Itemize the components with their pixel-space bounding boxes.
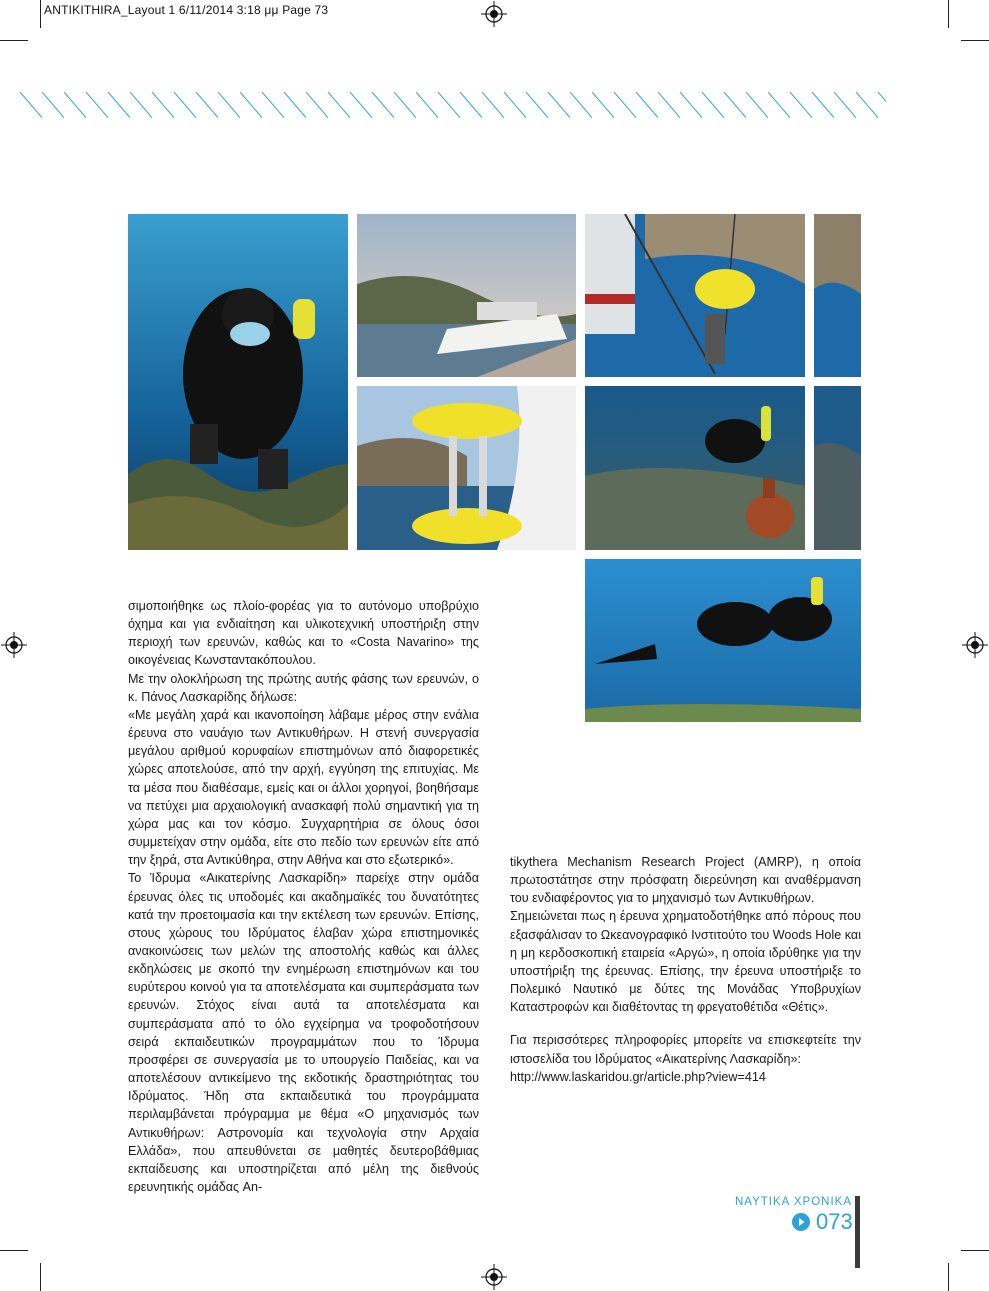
crop-mark: [948, 0, 949, 28]
registration-mark-icon: [962, 632, 988, 658]
registration-mark-icon: [481, 1264, 507, 1290]
seabed-edge-photo: [814, 386, 861, 550]
page-number: 073: [816, 1209, 853, 1234]
footer-bar: [855, 1196, 860, 1268]
paragraph: Το Ίδρυμα «Αικατερίνης Λασκαρίδη» παρείχε στην ομάδα έρευνας όλες τις υποδομές και ακαδημαϊκές του δυνατότητες κατά την προετοιμασία και την εκτέλεση των ερευνών. Επίσης, στους χώρους του Ιδρύματος έλαβαν χώρα επιστημονικές ανακοινώσεις των μελών της αποστολής καθώς και άλλες εκδηλώσεις με σκοπό την ενημέρωση επιστημόνων και του ευρύτερου κοινού για τα αποτελέσματα και συμπεράσματα των ερευνών. Στόχος είναι αυτά τα αποτελέσματα και συμπεράσματα από το όλο εγχείρημα να τροφοδοτήσουν σειρά εκπαιδευτικών προγραμμάτων που το Ίδρυμα προσφέρει σε συνεργασία με το υπουργείο Παιδείας, και να αποτελέσουν αντικείμενο της εκδοτικής δραστηριότητας του Ιδρύματος. Ήδη στα εκπαιδευτικά του προγράμματα περιλαμβάνεται πρόγραμμα με θέμα «Ο μηχανισμός των Αντικυθήρων: Αστρονομία και τεχνολογία στην Αρχαία Ελλάδα», που απευθύνεται σε μαθητές δευτεροβάθμιας εκπαίδευσης και υποστηρίζεται από μέλη της διεθνούς ερευνητικής ομάδας An-: [128, 871, 479, 1194]
decorative-stripes: [20, 92, 886, 162]
paragraph: Σημειώνεται πως η έρευνα χρηματοδοτήθηκε από πόρους που εξασφάλισαν το Ωκεανογραφικό Ινστιτούτο του Woods Hole και η μη κερδοσκοπική εταιρεία «Αργώ», η οποία ιδρύθηκε για την υποστήριξη της έρευνας. Επίσης, την έρευνα υποστήριξε το Πολεμικό Ναυτικό με δύτες της Μονάδας Υποβρυχίων Καταστροφών και διαθέτοντας τη φρεγατοθέτιδα «Θέτις».: [510, 909, 861, 1015]
crop-mark: [0, 40, 28, 41]
crop-mark: [961, 40, 989, 41]
paragraph: Για περισσότερες πληροφορίες μπορείτε να επισκεφτείτε την ιστοσελίδα του Ιδρύματος «Αικατερίνης Λασκαρίδη»:: [510, 1033, 861, 1066]
paragraph: σιμοποιήθηκε ως πλοίο-φορέας για το αυτόνομο υποβρύχιο όχημα και για ενδιαίτηση και υλικοτεχνική υποστήριξη στην περιοχή των ερευνών, καθώς και το «Costa Navarino» της οικογένειας Κωνσταντακόπουλου.: [128, 599, 479, 668]
crop-mark: [948, 1263, 949, 1291]
crop-mark: [40, 1263, 41, 1291]
paragraph: Με την ολοκλήρωση της πρώτης αυτής φάσης των ερευνών, ο κ. Πάνος Λασκαρίδης δήλωσε:: [128, 671, 479, 704]
website-link[interactable]: http://www.laskaridou.gr/article.php?view=414: [510, 1069, 766, 1084]
cliff-edge-photo: [814, 214, 861, 377]
registration-mark-icon: [1, 632, 27, 658]
diver-amphora-photo: [585, 386, 805, 550]
article-left-column: [128, 597, 479, 1196]
yacht-harbor-photo: [357, 214, 576, 377]
play-arrow-icon: [792, 1213, 810, 1231]
two-divers-photo: [585, 559, 861, 722]
crop-mark: [961, 1250, 989, 1251]
paragraph: tikythera Mechanism Research Project (AMRP), η οποία πρωτοστάτησε στην πρόσφατη διερεύνηση και αναθέρμανση του ενδιαφέροντος για το μηχανισμό των Αντικυθήρων.: [510, 855, 861, 906]
crop-mark: [0, 1250, 28, 1251]
article-right-column: [510, 853, 861, 1086]
page-number-block: [792, 1210, 853, 1234]
quote-paragraph: «Με μεγάλη χαρά και ικανοποίηση λάβαμε μέρος στην ενάλια έρευνα στο ναυάγιο των Αντικυθήρων. Η στενή συνεργασία μεγάλου αριθμού κορυφαίων επιστημόνων από διαφορετικές χώρες αποτελούσε, από την αρχή, εγγύηση της επιτυχίας. Με τα μέσα που διαθέσαμε, εμείς και οι άλλοι χορηγοί, βοηθήσαμε να πετύχει μια αρχαιολογική ανασκαφή πολύ σημαντική για τη χώρα μας και τον κόσμο. Συγχαρητήρια σε όλους όσοι συμμετείχαν στην ομάδα, είτε στο πεδίο των ερευνών είτε από την ξηρά, στα Αντικύθηρα, στην Αθήνα και στο εξωτερικό».: [128, 707, 479, 868]
diver-rebreather-photo: [128, 214, 348, 550]
print-slug: ANTIKITHIRA_Layout 1 6/11/2014 3:18 μμ Page 73: [44, 3, 329, 17]
auv-on-deck-photo: [357, 386, 576, 550]
auv-deploy-cliffs-photo: [585, 214, 805, 377]
registration-mark-icon: [481, 1, 507, 27]
crop-mark: [40, 0, 41, 28]
magazine-name: ΝΑΥΤΙΚΑ ΧΡΟΝΙΚΑ: [734, 1196, 852, 1208]
